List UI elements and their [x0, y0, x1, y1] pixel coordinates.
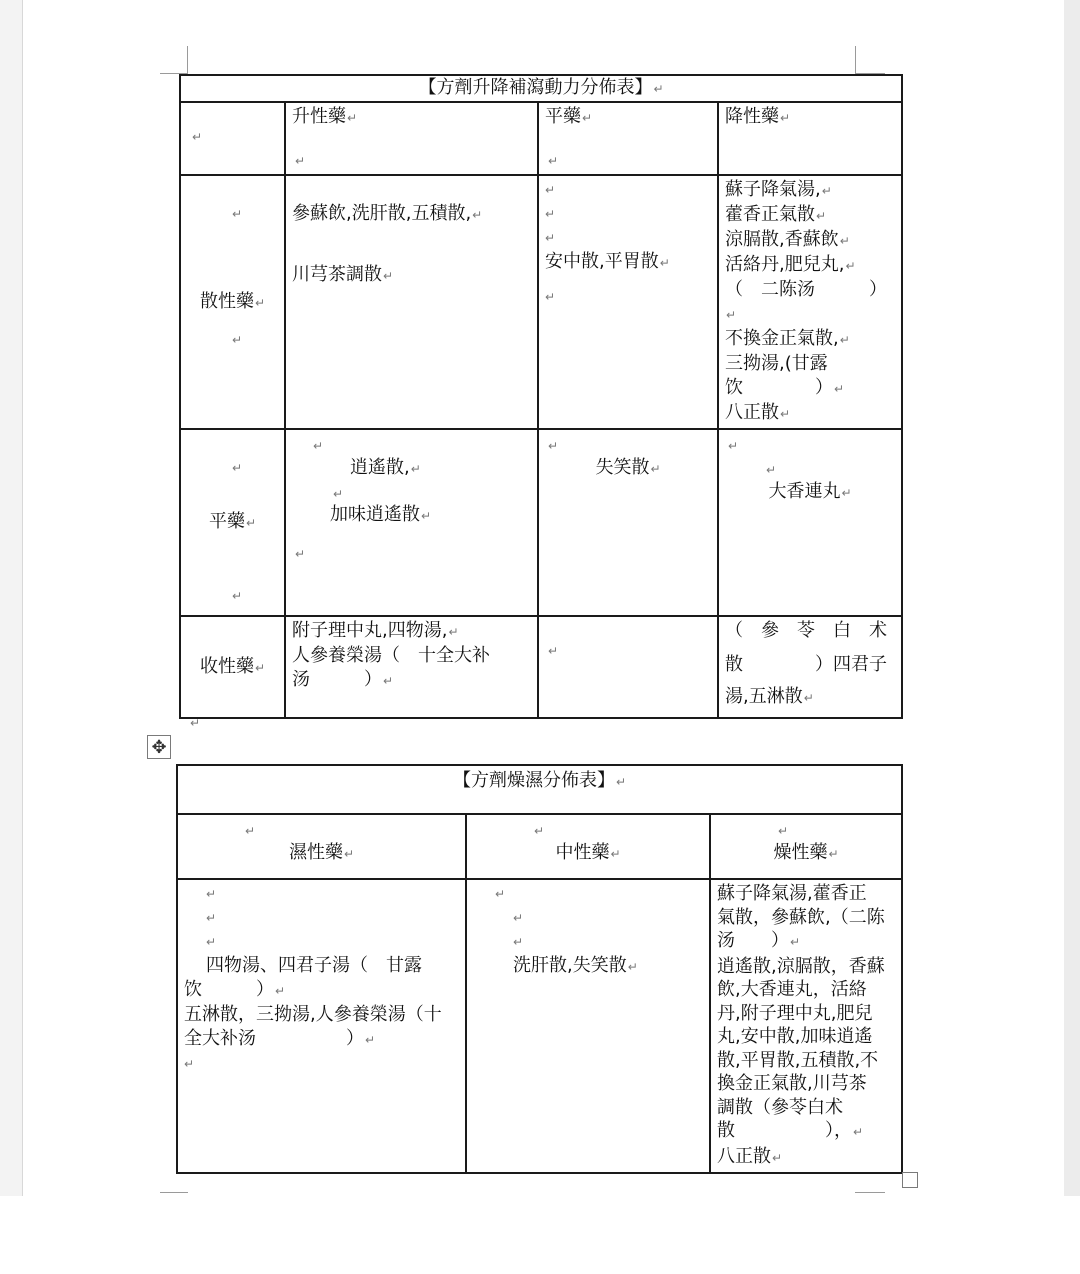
- crop-mark-top-left-v: [187, 46, 188, 74]
- crop-mark-bottom-left-h: [160, 1192, 188, 1193]
- cell-line: 藿香正氣散↵: [725, 204, 827, 225]
- header-cell-dry[interactable]: ↵ 燥性藥↵: [710, 814, 902, 879]
- header-cell-wet[interactable]: ↵ 濕性藥↵: [177, 814, 466, 879]
- cell-line: 加味逍遙散↵: [330, 504, 432, 525]
- table-move-handle-icon[interactable]: ✥: [147, 735, 171, 759]
- header-cell-neutral[interactable]: ↵ 中性藥↵: [466, 814, 710, 879]
- cell-line: 丹,附子理中丸,肥兒: [717, 1002, 873, 1024]
- table-moisture[interactable]: [176, 764, 903, 1174]
- table-title: 【方劑升降補瀉動力分佈表】: [418, 77, 653, 98]
- cell-line: 散 ），↵: [717, 1120, 864, 1141]
- cell-line: 汤 ）↵: [717, 930, 801, 951]
- bottom-blank-area: [0, 1196, 1080, 1274]
- cell-line: （ 參 苓 白 术: [725, 620, 887, 641]
- row-label: 散性藥: [199, 290, 254, 312]
- cell-line: 饮 ）↵: [184, 979, 286, 1000]
- cell-line: 八正散↵: [725, 402, 791, 423]
- cell-line: 蘇子降氣湯,藿香正: [717, 883, 867, 904]
- cell-line: 湯,五淋散↵: [725, 686, 814, 707]
- data-cell[interactable]: ↵ ↵ ↵ 安中散,平胃散↵ ↵: [538, 175, 718, 429]
- table-row: [180, 75, 902, 102]
- data-cell[interactable]: [285, 616, 538, 718]
- column-header: 平藥: [545, 106, 581, 127]
- table-row: [177, 879, 902, 1173]
- cell-line: 涼膈散,香蘇飲↵: [725, 229, 850, 250]
- left-scroll-track[interactable]: [0, 0, 23, 1196]
- table-header-row: [180, 102, 902, 175]
- cell-line: 三拗湯,(甘露: [725, 353, 828, 374]
- header-cell-rise[interactable]: 升性藥↵ ↵: [285, 102, 538, 175]
- cell-line: 散 ）四君子: [725, 654, 887, 675]
- cell-line: 大香連丸↵: [768, 481, 852, 502]
- table-title: 【方劑燥濕分佈表】: [452, 770, 615, 791]
- table-header-row: [177, 814, 902, 879]
- table-title-cell[interactable]: 【方劑燥濕分佈表】↵: [177, 765, 902, 814]
- cell-line: 活絡丹,肥兒丸,↵: [725, 254, 856, 275]
- cell-line: （ 二陈汤 ）↵: [725, 279, 887, 322]
- cell-line: 八正散↵: [717, 1145, 783, 1167]
- data-cell[interactable]: [718, 175, 902, 429]
- row-header-cell[interactable]: ↵ 平藥↵ ↵: [180, 429, 285, 616]
- header-cell-fall[interactable]: 降性藥↵: [718, 102, 902, 175]
- cell-line: 換金正氣散,川芎茶: [717, 1073, 867, 1094]
- cell-line: 五淋散，三拗湯,人參養榮湯（十: [184, 1004, 442, 1025]
- data-cell[interactable]: ↵ 失笑散↵: [538, 429, 718, 616]
- row-label: 平藥: [208, 511, 245, 532]
- column-header: 中性藥: [555, 842, 610, 863]
- data-cell[interactable]: ↵ ↵ ↵ 洗肝散,失笑散↵: [466, 879, 710, 1173]
- cell-line: 參蘇飲,洗肝散,五積散,↵: [292, 203, 483, 224]
- cell-line: 安中散,平胃散↵: [545, 251, 670, 272]
- table-title-cell[interactable]: 【方劑升降補瀉動力分佈表】↵: [180, 75, 902, 102]
- header-cell-flat[interactable]: 平藥↵ ↵: [538, 102, 718, 175]
- table-row: [180, 175, 902, 429]
- row-header-cell[interactable]: ↵ 散性藥↵ ↵: [180, 175, 285, 429]
- cell-line: 川芎茶調散↵: [292, 264, 394, 285]
- row-header-cell[interactable]: 收性藥↵: [180, 616, 285, 718]
- table-dynamics[interactable]: [179, 74, 903, 719]
- cell-line: 調散（參苓白术: [717, 1096, 843, 1118]
- corner-cell[interactable]: ↵: [180, 102, 285, 175]
- data-cell[interactable]: [718, 616, 902, 718]
- table-row: [180, 429, 902, 616]
- column-header: 燥性藥: [773, 842, 828, 863]
- table-row: [177, 765, 902, 814]
- cell-line: 丸,安中散,加味逍遙: [717, 1026, 873, 1047]
- row-label: 收性藥: [199, 655, 254, 677]
- crop-mark-top-right-v: [855, 46, 856, 74]
- cell-line: 人參養榮湯（ 十全大补: [292, 645, 490, 666]
- right-gutter: [1064, 0, 1080, 1196]
- cell-line: 蘇子降氣湯,↵: [725, 179, 832, 200]
- cell-line: 散,平胃散,五積散,不: [717, 1049, 879, 1071]
- data-cell[interactable]: [285, 175, 538, 429]
- column-header: 降性藥: [725, 106, 779, 127]
- cell-line: 全大补汤 ）↵: [184, 1028, 376, 1049]
- cell-line: 逍遙散,↵: [350, 457, 421, 478]
- table-row: [180, 616, 902, 718]
- column-header: 升性藥: [292, 106, 346, 127]
- table-resize-handle-icon[interactable]: [902, 1172, 918, 1188]
- cell-line: 氣散，參蘇飲,（二陈: [717, 906, 885, 928]
- cell-line: 不換金正氣散,↵: [725, 328, 850, 349]
- cell-line: 失笑散↵: [595, 457, 661, 478]
- data-cell[interactable]: ↵ ↵ 大香連丸↵: [718, 429, 902, 616]
- data-cell[interactable]: [710, 879, 902, 1173]
- cell-line: 汤 ）↵: [292, 669, 394, 690]
- data-cell[interactable]: ↵ ↵ ↵ 四物湯、四君子湯（ 甘露 饮 ）↵ 五淋散，三拗湯,人參養榮湯（十 全大补汤 ）↵ ↵: [177, 879, 466, 1173]
- cell-line: 四物湯、四君子湯（ 甘露: [206, 955, 422, 976]
- cell-line: 饮 ）↵: [725, 377, 845, 398]
- column-header: 濕性藥: [288, 842, 343, 863]
- cell-line: 飲,大香連丸，活絡: [717, 979, 867, 1000]
- data-cell[interactable]: ↵: [538, 616, 718, 718]
- crop-mark-bottom-right-h: [855, 1192, 885, 1193]
- paragraph-mark: ↵: [190, 716, 201, 730]
- cell-line: 逍遙散,涼膈散，香蘇: [717, 955, 885, 977]
- data-cell[interactable]: ↵ 逍遙散,↵ ↵ 加味逍遙散↵ ↵: [285, 429, 538, 616]
- cell-line: 附子理中丸,四物湯,↵: [292, 620, 459, 641]
- cell-line: 洗肝散,失笑散↵: [513, 955, 638, 976]
